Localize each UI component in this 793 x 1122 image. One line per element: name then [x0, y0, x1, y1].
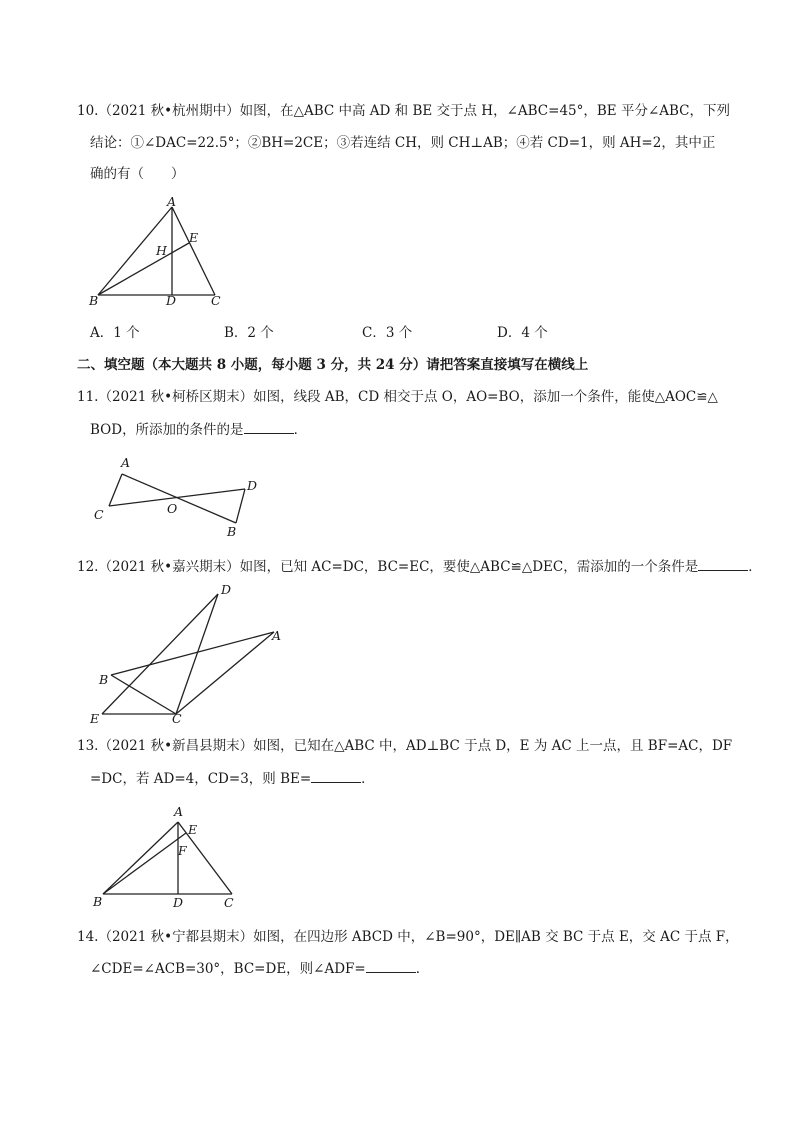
label-B: B [227, 524, 237, 539]
q11-text-prefix: BOD，所添加的条件的是 [90, 422, 244, 438]
label-A: A [121, 455, 131, 470]
segment-AB [122, 474, 236, 523]
q10-text-line-2: 结论：①∠DAC=22.5°；②BH=2CE；③若连结 CH，则 CH⊥AB；④若 CD=1，则 AH=2，其中正 [90, 135, 716, 151]
label-C: C [94, 507, 104, 522]
q14-text-prefix: ∠CDE=∠ACB=30°，BC=DE，则∠ADF= [90, 961, 366, 977]
segment-DE [102, 594, 218, 714]
q12-text-prefix: 12.（2021 秋•嘉兴期末）如图，已知 AC=DC，BC=EC，要使△ABC≌△DEC，需添加的一个条件是 [77, 559, 699, 575]
q10-option-b: B．2 个 [224, 325, 274, 341]
q10-option-a: A．1 个 [90, 325, 140, 341]
q11-text-line-1: 11.（2021 秋•柯桥区期末）如图，线段 AB，CD 相交于点 O，AO=BO，添加一个条件，能使△AOC≌△ [77, 389, 718, 405]
q13-text-suffix: ． [361, 771, 375, 787]
q14-answer-blank[interactable] [366, 958, 416, 973]
label-F: F [178, 843, 187, 858]
label-E: E [90, 711, 100, 726]
label-H: H [156, 243, 167, 258]
label-B: B [93, 894, 103, 909]
label-A: A [167, 194, 177, 209]
q10-triangle-figure [85, 195, 235, 315]
q13-answer-blank[interactable] [311, 768, 361, 783]
q12-text-line-1 [77, 556, 762, 577]
q13-text-line-2 [90, 768, 375, 789]
q10-option-c: C．3 个 [362, 325, 413, 341]
label-B: B [89, 293, 99, 308]
label-D: D [221, 582, 232, 597]
q11-answer-blank[interactable] [244, 419, 294, 434]
q12-two-triangles-figure [85, 580, 295, 730]
q14-text-line-2 [90, 958, 429, 979]
segment-DB [236, 489, 245, 523]
label-D: D [173, 895, 184, 910]
section-heading: 二、填空题（本大题共 8 小题，每小题 3 分，共 24 分）请把答案直接填写在横线上 [77, 357, 589, 373]
q13-text-line-1: 13.（2021 秋•新昌县期末）如图，已知在△ABC 中，AD⊥BC 于点 D，E 为 AC 上一点，且 BF=AC，DF [77, 738, 733, 754]
label-A: A [272, 628, 282, 643]
label-C: C [172, 711, 182, 726]
label-B: B [99, 672, 109, 687]
q13-text-prefix: =DC，若 AD=4，CD=3，则 BE= [90, 771, 312, 787]
q13-triangle-figure [85, 800, 245, 915]
label-A: A [174, 804, 184, 819]
q12-text-suffix: ． [748, 559, 762, 575]
segment-AC [172, 207, 215, 295]
label-C: C [211, 293, 221, 308]
q14-text-line-1: 14.（2021 秋•宁都县期末）如图，在四边形 ABCD 中，∠B=90°，DE∥AB 交 BC 于点 E，交 AC 于点 F， [77, 929, 739, 945]
label-O: O [167, 501, 178, 516]
segment-BE [98, 243, 189, 295]
q10-text-line-3: 确的有（ ） [90, 166, 185, 182]
q11-text-line-2 [90, 419, 307, 440]
label-D: D [166, 293, 177, 308]
label-C: C [224, 895, 234, 910]
q12-answer-blank[interactable] [698, 556, 748, 571]
label-E: E [189, 230, 199, 245]
segment-BE [103, 833, 186, 894]
segment-AB [103, 822, 178, 894]
label-D: D [247, 478, 258, 493]
q14-text-suffix: ． [415, 961, 430, 977]
q11-crossing-segments-figure [90, 455, 270, 545]
label-E: E [188, 822, 198, 837]
segment-AC [178, 822, 232, 894]
q11-text-suffix: ． [293, 422, 308, 438]
q10-option-d: D．4 个 [497, 325, 548, 341]
q10-text-line-1: 10.（2021 秋•杭州期中）如图，在△ABC 中高 AD 和 BE 交于点 H，∠ABC=45°，BE 平分∠ABC，下列 [77, 103, 731, 119]
segment-AC [109, 474, 122, 506]
